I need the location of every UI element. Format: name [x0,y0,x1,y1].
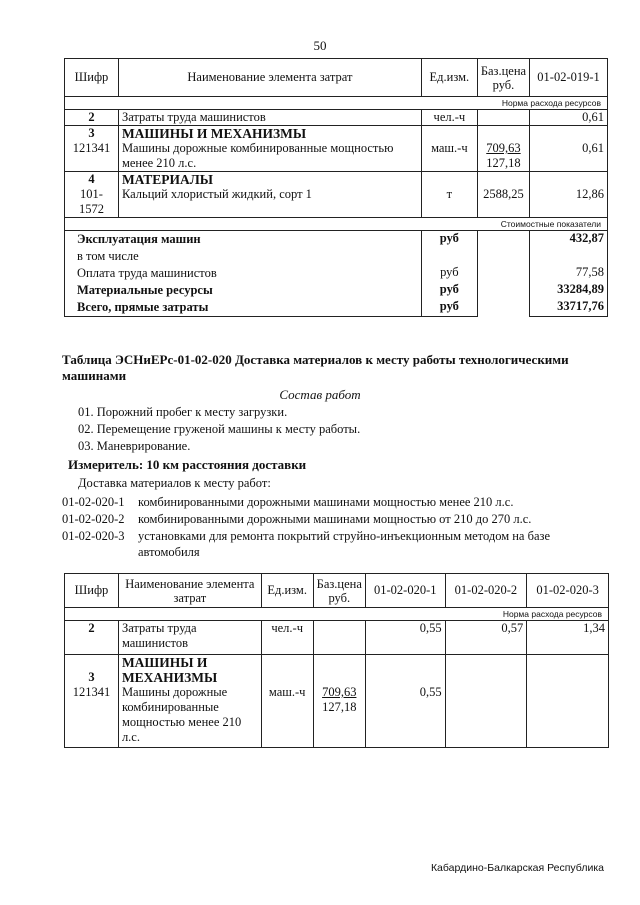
meter-line: Измеритель: 10 км расстояния доставки [68,457,307,472]
table-row [65,187,608,218]
works-list [78,404,360,455]
band-norm: Норма расхода ресурсов [65,608,609,621]
table-row [65,621,609,655]
section-title-line: машинами [62,368,127,383]
cell-unit: чел.-ч [261,621,313,655]
cost-name: Эксплуатация машин [65,231,422,249]
band-cost: Стоимостные показатели [65,218,608,231]
cell-name: Машины дорожные комбинированные мощностью менее 210 л.с. [118,141,421,172]
item-text: комбинированными дорожными машинами мощностью менее 210 л.с. [138,495,514,509]
col-header-rate-1: 01-02-020-1 [365,574,445,608]
cell-name: МАШИНЫ И МЕХАНИЗМЫ [118,126,421,142]
cell-value: 0,61 [530,110,608,126]
section-title [62,352,622,384]
cell-price [477,110,529,126]
delivery-intro: Доставка материалов к месту работ: [78,476,271,490]
page-number: 50 [313,38,327,53]
cell-price [477,126,529,142]
price-value: 127,18 [486,156,521,170]
cost-unit: руб [421,231,477,249]
cell-price [313,685,365,747]
cell-value [530,126,608,142]
footer-region: Кабардино-Балкарская Республика [430,862,604,874]
col-header-unit: Ед.изм. [261,574,313,608]
cell-name: Машины дорожные комбинированные мощностью менее 210 л.с. [118,685,261,747]
item-code: 01-02-020-2 [62,512,125,526]
cell-value-1: 0,55 [365,621,445,655]
item-text: установками для ремонта покрытий струйно-инъекционным методом на базе [138,529,550,543]
cost-unit [421,248,477,265]
price-value: 709,63 [486,141,521,155]
item-text: комбинированными дорожными машинами мощностью от 210 до 270 л.с. [138,512,532,526]
table-row [65,126,608,142]
cell-code: 121341 [65,685,119,747]
cost-value: 432,87 [530,231,608,249]
cost-name: Оплата труда машинистов [65,265,422,282]
col-header-name: Наименование элемента затрат [118,574,261,608]
section-title-line: Таблица ЭСНиЕРс-01-02-020 Доставка материалов к месту работы технологическими [62,352,569,367]
cost-name: Всего, прямые затраты [65,299,422,317]
cell-name: Затраты труда машинистов [118,621,261,655]
resource-table-1 [64,58,608,317]
cell-price: 2588,25 [477,187,529,218]
cell-value-1: 0,55 [365,685,445,747]
table-row [65,110,608,126]
cell-code: 121341 [65,141,119,172]
cost-value: 33717,76 [530,299,608,317]
cost-price [477,231,529,317]
delivery-item [62,528,622,545]
col-header-unit: Ед.изм. [421,59,477,97]
cost-value: 77,58 [530,265,608,282]
work-item: 01. Порожний пробег к месту загрузки. [78,405,288,419]
cell-value-1 [365,655,445,686]
cell-code: 3 [65,126,119,142]
cell-code: 2 [65,110,119,126]
cell-unit: маш.-ч [261,685,313,747]
col-header-rate: 01-02-019-1 [530,59,608,97]
cost-name: Материальные ресурсы [65,282,422,299]
cell-value [530,172,608,188]
col-header-rate-3: 01-02-020-3 [527,574,609,608]
cell-price [313,655,365,686]
item-code: 01-02-020-1 [62,495,125,509]
col-header-rate-2: 01-02-020-2 [445,574,527,608]
cell-value-2 [445,685,527,747]
work-item: 03. Маневрирование. [78,439,191,453]
cell-unit: маш.-ч [421,141,477,172]
cell-value-3 [527,685,609,747]
price-value: 709,63 [322,685,357,699]
delivery-item [62,511,622,528]
cost-value [530,248,608,265]
band-norm: Норма расхода ресурсов [65,97,608,110]
delivery-items [62,494,622,559]
cell-unit: чел.-ч [421,110,477,126]
cell-value: 12,86 [530,187,608,218]
cell-unit: т [421,187,477,218]
cell-value-2 [445,655,527,686]
cost-unit: руб [421,265,477,282]
cell-price [477,172,529,188]
table-row [65,655,609,686]
works-heading: Состав работ [279,387,361,402]
cell-name: Затраты труда машинистов [118,110,421,126]
cost-row [65,231,608,249]
price-value: 127,18 [322,700,357,714]
cell-code: 101-1572 [65,187,119,218]
col-header-name: Наименование элемента затрат [118,59,421,97]
cell-price [313,621,365,655]
resource-table-2 [64,573,609,748]
delivery-item-cont: автомобиля [138,545,200,559]
table-row [65,685,609,747]
col-header-code: Шифр [65,59,119,97]
col-header-price: Баз.цена руб. [477,59,529,97]
work-item: 02. Перемещение груженой машины к месту работы. [78,422,361,436]
cell-code: 2 [65,621,119,655]
cost-value: 33284,89 [530,282,608,299]
cell-value-3 [527,655,609,686]
cell-unit [261,655,313,686]
cell-value-3: 1,34 [527,621,609,655]
cell-code: 4 [65,172,119,188]
cell-name: МАШИНЫ И МЕХАНИЗМЫ [118,655,261,686]
cell-code: 3 [65,655,119,686]
cost-unit: руб [421,299,477,317]
col-header-price: Баз.цена руб. [313,574,365,608]
cell-price [477,141,529,172]
cell-value: 0,61 [530,141,608,172]
delivery-item [62,494,622,511]
cell-unit [421,126,477,142]
col-header-code: Шифр [65,574,119,608]
cell-name: МАТЕРИАЛЫ [118,172,421,188]
cost-name: в том числе [65,248,422,265]
table-row [65,141,608,172]
cell-value-2: 0,57 [445,621,527,655]
item-code: 01-02-020-3 [62,529,125,543]
cost-unit: руб [421,282,477,299]
cell-unit [421,172,477,188]
table-row [65,172,608,188]
cell-name: Кальций хлористый жидкий, сорт 1 [118,187,421,218]
